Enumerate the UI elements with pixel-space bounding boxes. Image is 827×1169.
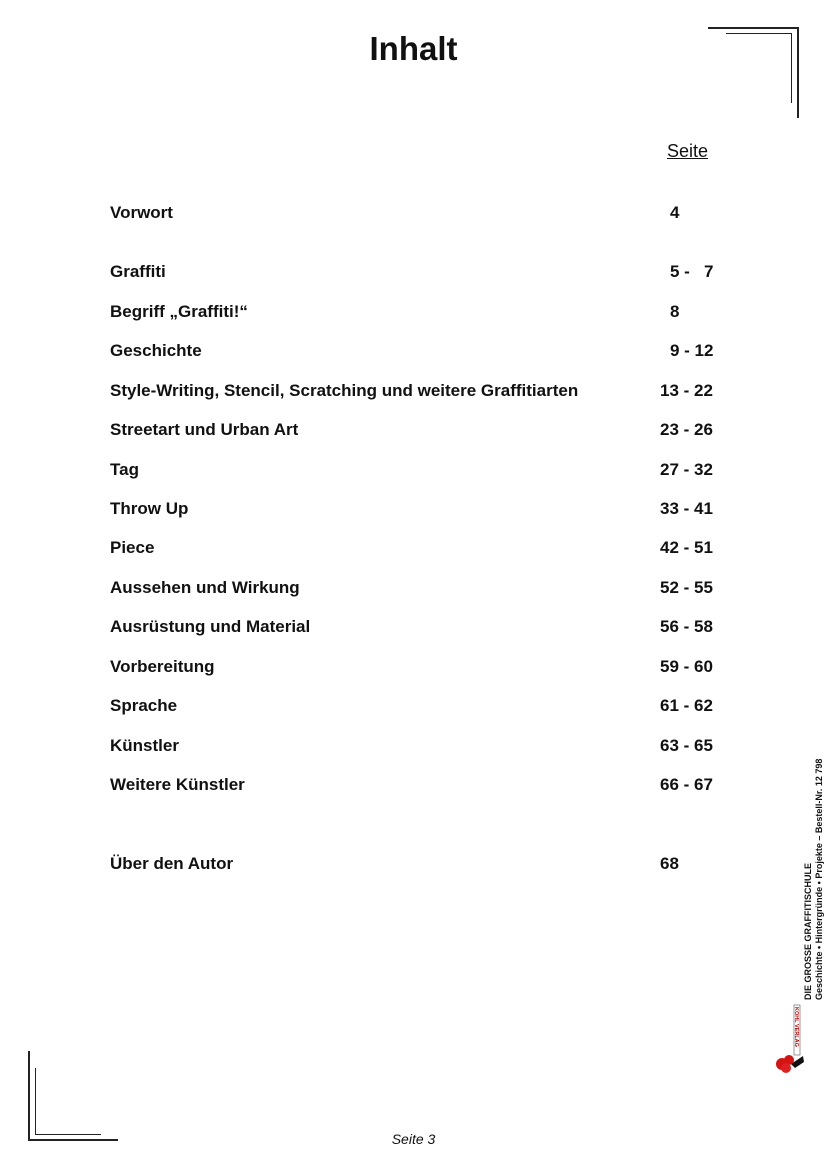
toc-entry — [110, 302, 730, 326]
toc-entry-pages: 13 - 22 — [660, 381, 713, 400]
toc-entry — [110, 262, 730, 286]
toc-entry-title: Vorwort — [110, 203, 173, 222]
toc-entry — [110, 657, 730, 681]
toc-entry — [110, 617, 730, 641]
toc-entry-pages: 8 — [670, 302, 680, 321]
toc-entry-title: Künstler — [110, 736, 179, 755]
toc-entry — [110, 736, 730, 760]
page-title: Inhalt — [369, 30, 458, 67]
toc-entry — [110, 854, 730, 878]
toc-entry — [110, 341, 730, 365]
page-column-header: Seite — [667, 141, 709, 161]
toc-entry — [110, 696, 730, 720]
toc-entry-pages: 5 - 7 — [670, 262, 714, 281]
toc-entry-pages: 56 - 58 — [660, 617, 713, 636]
toc-entry-title: Streetart und Urban Art — [110, 420, 299, 439]
toc-entry-title: Throw Up — [110, 499, 189, 518]
publisher-name: KOHL VERLAG — [793, 1007, 799, 1047]
toc-entry — [110, 381, 730, 405]
toc-entry — [110, 578, 730, 602]
toc-entry-title: Weitere Künstler — [110, 775, 245, 794]
toc-entry-pages: 23 - 26 — [660, 420, 713, 439]
toc-entry-pages: 68 — [660, 854, 679, 873]
toc-entry-title: Aussehen und Wirkung — [110, 578, 300, 597]
bottom-left-corner-line — [35, 1068, 36, 1134]
toc-entry-pages: 52 - 55 — [660, 578, 713, 597]
page-number: Seite 3 — [391, 1131, 436, 1147]
toc-entry-title: Piece — [110, 538, 155, 557]
toc-entry-title: Ausrüstung und Material — [110, 617, 311, 636]
toc-entry-title: Begriff „Graffiti!“ — [110, 302, 248, 321]
series-info — [803, 759, 825, 1000]
publisher-logo-icon — [773, 1004, 807, 1076]
toc-entry-title: Über den Autor — [110, 854, 234, 873]
toc-entry — [110, 420, 730, 444]
toc-entry-pages: 33 - 41 — [660, 499, 713, 518]
toc-entry-title: Geschichte — [110, 341, 202, 360]
toc-entry — [110, 538, 730, 562]
toc-entry-pages: 42 - 51 — [660, 538, 713, 557]
toc-entry-title: Tag — [110, 460, 139, 479]
toc-entry-pages: 27 - 32 — [660, 460, 713, 479]
bottom-left-corner-line — [28, 1051, 30, 1141]
series-subtitle: Geschichte • Hintergründe • Projekte – Bestell-Nr. 12 798 — [814, 758, 824, 1000]
toc-entry — [110, 499, 730, 523]
toc-entry — [110, 460, 730, 484]
top-right-corner-line — [708, 27, 799, 29]
toc-entry-title: Sprache — [110, 696, 178, 715]
toc-entry — [110, 203, 730, 227]
toc-entry-pages: 4 — [670, 203, 680, 222]
toc-entry-pages: 63 - 65 — [660, 736, 713, 755]
toc-entry-pages: 66 - 67 — [660, 775, 713, 794]
toc-entry-title: Vorbereitung — [110, 657, 215, 676]
toc-entry-pages: 61 - 62 — [660, 696, 713, 715]
toc-entry-pages: 9 - 12 — [670, 341, 714, 360]
toc-entry-title: Style-Writing, Stencil, Scratching und weitere Graffitiarten — [110, 381, 579, 400]
series-title: DIE GROSSE GRAFFITISCHULE — [803, 862, 813, 1000]
toc-entry-pages: 59 - 60 — [660, 657, 713, 676]
toc-entry — [110, 775, 730, 799]
toc-entry-title: Graffiti — [110, 262, 166, 281]
top-right-corner-line — [791, 33, 792, 103]
top-right-corner-line — [726, 33, 791, 34]
top-right-corner-line — [797, 27, 799, 118]
